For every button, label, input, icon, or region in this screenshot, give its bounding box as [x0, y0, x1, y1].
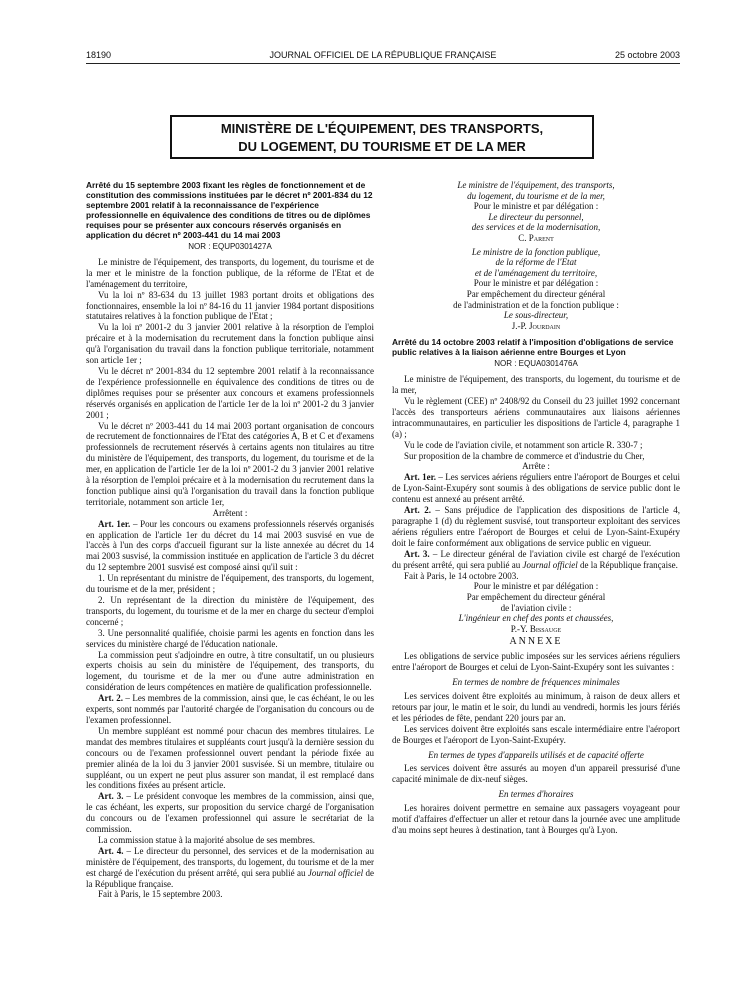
header-rule: [86, 63, 680, 64]
arrete1-nor: NOR : EQUP0301427A: [188, 242, 272, 251]
issue-date: 25 octobre 2003: [614, 50, 680, 60]
fait-a-paris: Fait à Paris, le 14 octobre 2003.: [404, 570, 519, 581]
arretent: Arrêtent :: [212, 507, 248, 518]
article-label: Art. 2.: [404, 505, 431, 516]
arrete2-nor: NOR : EQUA0301476A: [494, 359, 578, 369]
section-para: Les services doivent être exploités au minimum, à raison de deux allers et retours par jour, le matin et le soir, du lundi au vendredi, hormis les jours fériés et les périodes de fête, pendant 220 jours par an.: [392, 691, 680, 723]
article-label: Art. 3.: [98, 791, 124, 802]
arrete2-para: Le ministre de l'équipement, des transports, du logement, du tourisme et de la mer,: [392, 374, 680, 396]
arrete2-para: Sur proposition de la chambre de commerce et d'industrie du Cher,: [404, 450, 645, 461]
signatory-name: P.-Y. Bissauge: [510, 623, 562, 634]
page-header: [86, 50, 680, 64]
ministry-line-2: DU LOGEMENT, DU TOURISME ET DE LA MER: [238, 139, 526, 154]
annexe-intro: Les obligations de service public imposées sur les services aériens réguliers entre l'aéroport de Bourges et celui de Lyon-Saint-Exupéry sont les suivantes :: [392, 651, 680, 673]
article-item: La commission peut s'adjoindre en outre, à titre consultatif, un ou plusieurs experts choisis au sein du ministère de l'équipement, des transports, du logement, du tourisme et de la mer ou d'une autre administration en considération de leurs compétences en matière de qualification professionnelle.: [86, 649, 374, 693]
article-1: Art. 1er. – Pour les concours ou examens professionnels réservés organisés en application de l'article 1er du décret du 14 mai 2003 susvisé en vue de l'accès à l'un des corps d'accueil figurant sur la liste annexée au décret du 14 mai 2003 susvisé, la commission instituée en application de l'article 3 du décret du 12 septembre 2001 susvisé est composé ainsi qu'il suit :: [86, 518, 374, 573]
ministry-box: [170, 115, 594, 159]
article-item: 3. Une personnalité qualifiée, choisie parmi les agents en fonction dans les services du ministère chargé de l'éducation nationale.: [86, 627, 374, 649]
section-heading: En termes d'horaires: [498, 789, 574, 800]
ministry-line-1: MINISTÈRE DE L'ÉQUIPEMENT, DES TRANSPORTS,: [220, 121, 544, 136]
article-4: Art. 4. – Le directeur du personnel, des services et de la modernisation au ministère de l'équipement, des transports, du logement, du tourisme et de la mer est chargé de l'exécution du présent arrêté, qui sera publié au Journal officiel de la République française.: [86, 845, 374, 889]
article-2-extra: Un membre suppléant est nommé pour chacun des membres titulaires. Le mandat des membres titulaires et suppléants court jusqu'à la dernière session du concours ou de l'examen professionnel ouvert pendant la période fixée au premier alinéa de la loi du 3 janvier 2001 susvisée. Si un membre, titulaire ou suppléant, ou un expert ne peut plus assurer son mandat, il est remplacé dans les conditions fixées au présent article.: [86, 725, 374, 791]
article-item: 1. Un représentant du ministre de l'équipement, des transports, du logement, du tourisme et de la mer, président ;: [86, 573, 374, 595]
fait-a-paris: Fait à Paris, le 15 septembre 2003.: [98, 889, 223, 900]
arrete2-title: Arrêté du 14 octobre 2003 relatif à l'imposition d'obligations de service public relatives à la liaison aérienne entre Bourges et Lyon: [392, 337, 674, 358]
arrete1-para: Vu le décret nº 2003-441 du 14 mai 2003 portant organisation de concours de recrutement de fonctionnaires de l'Etat des catégories A, B et C et d'examens professionnels de recrutement réservés à certains agents non titulaires au titre du ministère de l'équipement, des transports, du logement, du tourisme et de la mer, en application de l'article 1er de la loi nº 2001-2 du 3 janvier 2001 relative à la résorption de l'emploi précaire et à la modernisation du recrutement dans la fonction publique ainsi qu'à l'organisation du travail dans la fonction publique territoriale, notamment son article 1er,: [86, 420, 374, 507]
section-para: Les services doivent être assurés au moyen d'un appareil pressurisé d'une capacité minimale de dix-neuf sièges.: [392, 763, 680, 785]
article-2: Art. 2. – Sans préjudice de l'application des dispositions de l'article 4, paragraphe 1 (d) du règlement susvisé, tout transporteur exploitant des services aériens réguliers entre l'aéroport de Bourges et celui de Lyon-Saint-Exupéry doit le faire conformément aux obligations de service public en vigueur.: [392, 505, 680, 548]
signature-block-1: Le ministre de l'équipement, des transports, du logement, du tourisme et de la mer, Pour le ministre et par délégation : Le directeur du personnel, des services et de la modernisation, C. Parent Le ministre de la fonction publique, de la réforme de l'Etat et de l'aménagement du territoire, Pour le ministre et par délégation : Par empêchement du directeur général de l'administration et de la fonction publique : Le sous-directeur, J.-P. Jourdain: [392, 180, 680, 331]
arrete1-title: Arrêté du 15 septembre 2003 fixant les règles de fonctionnement et de constitution des commissions instituées par le décret nº 2001-834 du 12 septembre 2001 relatif à la reconnaissance de l'expérience professionnelle en équivalence des conditions de titres ou de diplômes requises pour se présenter aux concours réservés organisés en application du décret nº 2003-441 du 14 mai 2003: [86, 180, 373, 240]
article-item: 2. Un représentant de la direction du ministère de l'équipement, des transports, du logement, du tourisme et de la mer en charge du secteur d'emploi concerné ;: [86, 595, 374, 627]
arrete1-para: Vu la loi nº 83-634 du 13 juillet 1983 portant droits et obligations des fonctionnaires, ensemble la loi nº 84-16 du 11 janvier 1984 portant dispositions statutaires relatives à la fonction publique de l'Etat ;: [86, 289, 374, 322]
page-number: 18190: [86, 50, 112, 60]
signature-block-2: Pour le ministre et par délégation : Par empêchement du directeur général de l'aviation civile : L'ingénieur en chef des ponts et chaussées, P.-Y. Bissauge: [392, 581, 680, 634]
section-heading: En termes de nombre de fréquences minimales: [452, 677, 620, 688]
article-3-extra: La commission statue à la majorité absolue de ses membres.: [98, 834, 315, 845]
left-column: [86, 180, 374, 900]
journal-title: JOURNAL OFFICIEL DE LA RÉPUBLIQUE FRANÇAISE: [269, 50, 497, 60]
signatory-name: C. Parent: [518, 232, 554, 243]
article-label: Art. 3.: [404, 548, 430, 559]
article-label: Art. 4.: [98, 845, 124, 856]
article-label: Art. 1er.: [98, 518, 131, 529]
section-para: Les horaires doivent permettre en semaine aux passagers voyageant pour motif d'affaires d'effectuer un aller et retour dans la journée avec une amplitude d'au moins sept heures à destination, tant à Bourges qu'à Lyon.: [392, 803, 680, 835]
arrete2-para: Vu le code de l'aviation civile, et notamment son article R. 330-7 ;: [404, 439, 643, 450]
arrete1-para: Vu le décret nº 2001-834 du 12 septembre 2001 relatif à la reconnaissance de l'expérience professionnelle en équivalence des conditions de titres ou de diplômes requises pour se présenter aux concours et examens professionnels réservés organisés en application de l'article 1er de la loi nº 2001-2 du 3 janvier 2001 ;: [86, 365, 374, 420]
section-para: Les services doivent être exploités sans escale intermédiaire entre l'aéroport de Bourges et l'aéroport de Lyon-Saint-Exupéry.: [392, 723, 680, 745]
arrete2-para: Vu le règlement (CEE) nº 2408/92 du Conseil du 23 juillet 1992 concernant l'accès des transporteurs aériens communautaires aux liaisons aériennes intracommunautaires, en particulier les dispositions de l'article 4, paragraphe 1 (a) ;: [392, 396, 680, 439]
article-2: Art. 2. – Les membres de la commission, ainsi que, le cas échéant, le ou les experts, sont nommés par l'autorité chargée de l'organisation du concours ou de l'examen professionnel.: [86, 693, 374, 725]
article-3: Art. 3. – Le président convoque les membres de la commission, ainsi que, le cas échéant, les experts, sur proposition du service chargé de l'organisation du concours ou de l'examen professionnel qui assure le secrétariat de la commission.: [86, 791, 374, 835]
arrete1-para: Le ministre de l'équipement, des transports, du logement, du tourisme et de la mer et le ministre de la fonction publique, de la réforme de l'Etat et de l'aménagement du territoire,: [86, 256, 374, 289]
signatory-name: J.-P. Jourdain: [511, 320, 561, 331]
arrete1-para: Vu la loi nº 2001-2 du 3 janvier 2001 relative à la résorption de l'emploi précaire et à la modernisation du recrutement dans la fonction publique ainsi qu'à l'organisation du travail dans la fonction publique territoriale, notamment son article 1er ;: [86, 322, 374, 366]
article-label: Art. 1er.: [404, 472, 437, 483]
article-3: Art. 3. – Le directeur général de l'aviation civile est chargé de l'exécution du présent arrêté, qui sera publié au Journal officiel de la République française.: [392, 548, 681, 570]
article-label: Art. 2.: [98, 693, 123, 704]
arrete: Arrête :: [522, 461, 550, 472]
right-column: [392, 180, 680, 836]
section-heading: En termes de types d'appareils utilisés et de capacité offerte: [428, 749, 644, 760]
article-1: Art. 1er. – Les services aériens réguliers entre l'aéroport de Bourges et celui de Lyon-Saint-Exupéry sont soumis à des obligations de service public dont le contenu est annexé au présent arrêté.: [392, 472, 681, 505]
annexe-title: ANNEXE: [509, 636, 563, 648]
